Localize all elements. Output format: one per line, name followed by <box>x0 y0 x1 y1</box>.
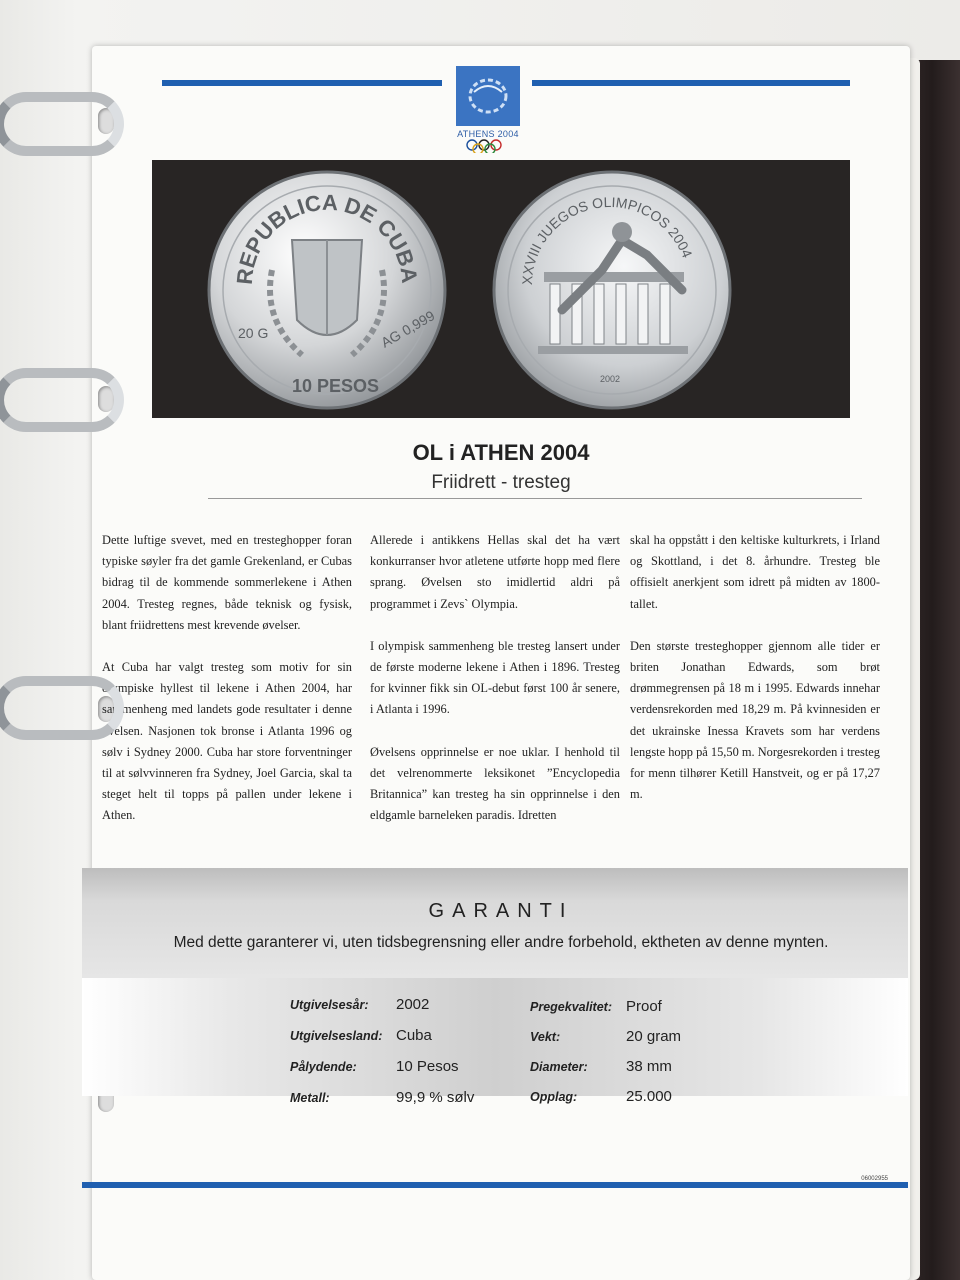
paragraph: At Cuba har valgt tresteg som motiv for sin olympiske hyllest til lekene i Athen 2004, har sammenheng med landets gode resultater i denne øvelsen. Nasjonen tok bronse i Atlanta 1996 og sølv i Sydney 2000. Cuba har store forventninger til at sølvvinneren fra Sydney, Joel Garcia, skal ta steget helt til topps på pallen under lekene i Athen. <box>102 660 352 823</box>
spec-label: Opplag: <box>530 1090 578 1104</box>
page-subtitle: Friidrett - tresteg <box>431 472 571 493</box>
spec-value: 38 mm <box>626 1058 672 1075</box>
spec-label: Metall: <box>290 1091 330 1105</box>
header-bar-right <box>532 80 850 86</box>
paragraph: Allerede i antikkens Hellas skal det ha vært konkurranser hvor atletene utførte hopp med flere sprang. Øvelsen sto imidlertid aldri på programmet i Zevs` Olympia. <box>370 533 620 611</box>
olympic-rings-icon <box>456 139 520 153</box>
spec-label: Utgivelsesland: <box>290 1029 383 1043</box>
coin-obverse <box>209 172 445 408</box>
obverse-value: 10 PESOS <box>292 376 380 396</box>
spec-value: Proof <box>626 998 662 1015</box>
obverse-weight: 20 G <box>238 325 269 341</box>
divider <box>208 498 862 499</box>
document-page <box>92 46 910 1280</box>
guarantee-band <box>82 868 908 978</box>
header-bar-left <box>162 80 442 86</box>
coin-photo <box>152 160 850 418</box>
guarantee-title: GARANTI <box>428 900 574 922</box>
serial-number: 06002955 <box>861 1176 888 1182</box>
spec-value: 25.000 <box>626 1088 672 1105</box>
spec-value: 10 Pesos <box>396 1058 459 1075</box>
spec-value: Cuba <box>396 1027 432 1044</box>
spec-label: Vekt: <box>530 1030 561 1044</box>
text-column-1 <box>102 530 352 848</box>
paragraph: skal ha oppstått i den keltiske kulturkrets, i Irland og Skottland, i det 8. århundre. Tresteg ble offisielt anerkjent som idrett på midten av 1800-tallet. <box>630 533 880 611</box>
paragraph: I olympisk sammenheng ble tresteg lansert under de første moderne lekene i Athen i 1896. Tresteg for kvinner fikk sin OL-debut først 100 år senere, i Atlanta i 1996. <box>370 638 620 717</box>
spec-label: Diameter: <box>530 1060 588 1074</box>
spec-label: Utgivelsesår: <box>290 998 369 1012</box>
coin-reverse <box>494 172 730 408</box>
footer-bar <box>82 1182 908 1188</box>
logo-text: ATHENS 2004 <box>457 129 519 139</box>
guarantee-text: Med dette garanterer vi, uten tidsbegrensning eller andre forbehold, ektheten av denne mynten. <box>173 934 829 951</box>
spec-value: 2002 <box>396 996 430 1013</box>
reverse-year: 2002 <box>600 374 621 384</box>
paragraph: Øvelsens opprinnelse er noe uklar. I henhold til det velrenommerte leksikonet ”Encyclopedia Britannica” kan tresteg ha sin opprinnelse i den eldgamle barneleken paradis. Idretten <box>370 744 620 823</box>
text-column-3 <box>630 530 880 826</box>
paragraph: Den største tresteghopper gjennom alle tider er briten Jonathan Edwards, som brøt drømmegrensen på 18 m i 1995. Edwards innehar verdensrekorden med 18,29 m. På kvinnesiden er det ukrainske Inessa Kravets som har verdens lengste hopp på 15,50 m. Norgesrekorden i tresteg for menn tilhører Ketill Hanstveit, og er på 17,27 m. <box>630 638 880 802</box>
paragraph: Dette luftige svevet, med en tresteghopper foran typiske søyler fra det gamle Grekenland, er Cubas bidrag til de kommende sommerlekene i Athen 2004. Tresteg regnes, både teknisk og fysisk, blant friidrettens mest krevende øvelser. <box>102 533 352 632</box>
binder-ring <box>0 676 124 740</box>
spec-label: Pregekvalitet: <box>530 1000 612 1014</box>
specs-band <box>82 978 908 1096</box>
obverse-metal: AG 0,999 <box>378 307 438 351</box>
olive-wreath-icon <box>456 66 520 126</box>
page-title: OL i ATHEN 2004 <box>412 440 590 465</box>
athens-2004-logo <box>456 66 520 154</box>
obverse-legend: REPUBLICA DE CUBA <box>231 189 423 286</box>
binder-ring <box>0 368 124 432</box>
spec-value: 99,9 % sølv <box>396 1089 475 1106</box>
spec-value: 20 gram <box>626 1028 682 1045</box>
text-column-2 <box>370 530 620 847</box>
reverse-legend: XXVIII JUEGOS OLIMPICOS 2004 <box>518 193 696 286</box>
binder-ring <box>0 92 124 156</box>
spec-label: Pålydende: <box>290 1060 357 1074</box>
